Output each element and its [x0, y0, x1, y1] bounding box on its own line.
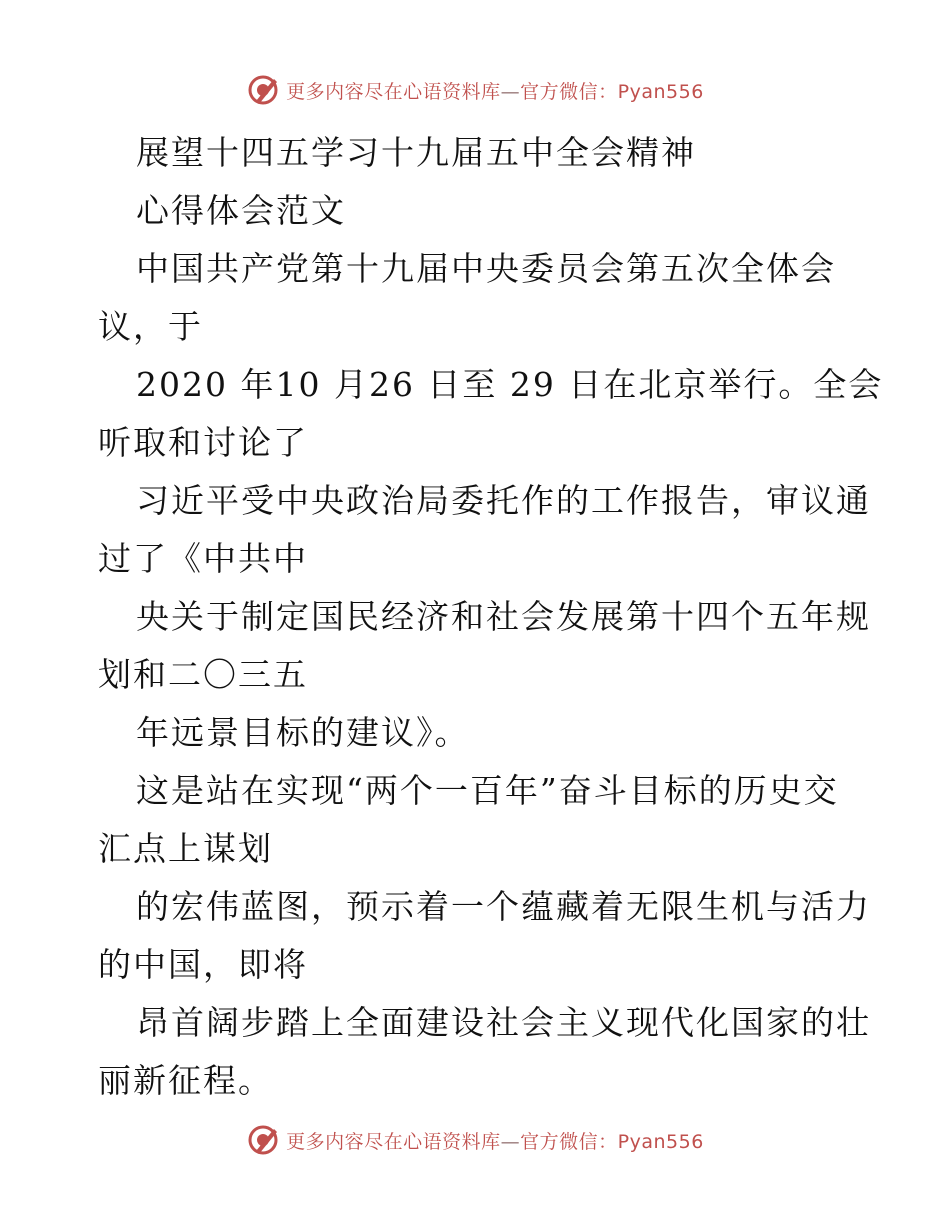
text-line: 听取和讨论了	[98, 423, 308, 462]
banner-text-dash: —	[500, 80, 521, 103]
text-line: 划和二〇三五	[98, 655, 308, 694]
text-line: 习近平受中央政治局委托作的工作报告，审议通	[136, 481, 871, 520]
banner-text-wechat: 官方微信：Pyan556	[520, 80, 704, 103]
text-line: 展望十四五学习十九届五中全会精神	[136, 133, 696, 172]
banner-text-main: 更多内容尽在心语资料库	[286, 80, 501, 103]
footer-banner	[0, 1120, 950, 1160]
banner-text	[286, 77, 704, 104]
document-body	[98, 124, 884, 1110]
banner-text-wechat: 官方微信：Pyan556	[520, 1130, 704, 1153]
text-line: 昂首阔步踏上全面建设社会主义现代化国家的壮	[136, 1003, 871, 1042]
text-line: 的宏伟蓝图，预示着一个蕴藏着无限生机与活力	[136, 887, 871, 926]
banner-text	[286, 1127, 704, 1154]
pen-logo-icon	[246, 73, 280, 107]
text-line: 汇点上谋划	[98, 829, 273, 868]
banner-text-main: 更多内容尽在心语资料库	[286, 1130, 501, 1153]
banner-text-dash: —	[500, 1130, 521, 1153]
text-line: 丽新征程。	[98, 1061, 273, 1100]
header-banner	[0, 70, 950, 110]
text-line: 央关于制定国民经济和社会发展第十四个五年规	[136, 597, 871, 636]
text-line: 议，于	[98, 307, 203, 346]
pen-logo-icon	[246, 1123, 280, 1157]
text-line: 的中国，即将	[98, 945, 308, 984]
text-line: 中国共产党第十九届中央委员会第五次全体会	[136, 249, 836, 288]
text-line: 2020 年10 月26 日至 29 日在北京举行。全会	[136, 365, 884, 404]
text-line: 心得体会范文	[136, 191, 346, 230]
text-line: 年远景目标的建议》。	[136, 713, 470, 752]
text-line: 这是站在实现“两个一百年”奋斗目标的历史交	[136, 771, 839, 810]
text-line: 过了《中共中	[98, 539, 308, 578]
